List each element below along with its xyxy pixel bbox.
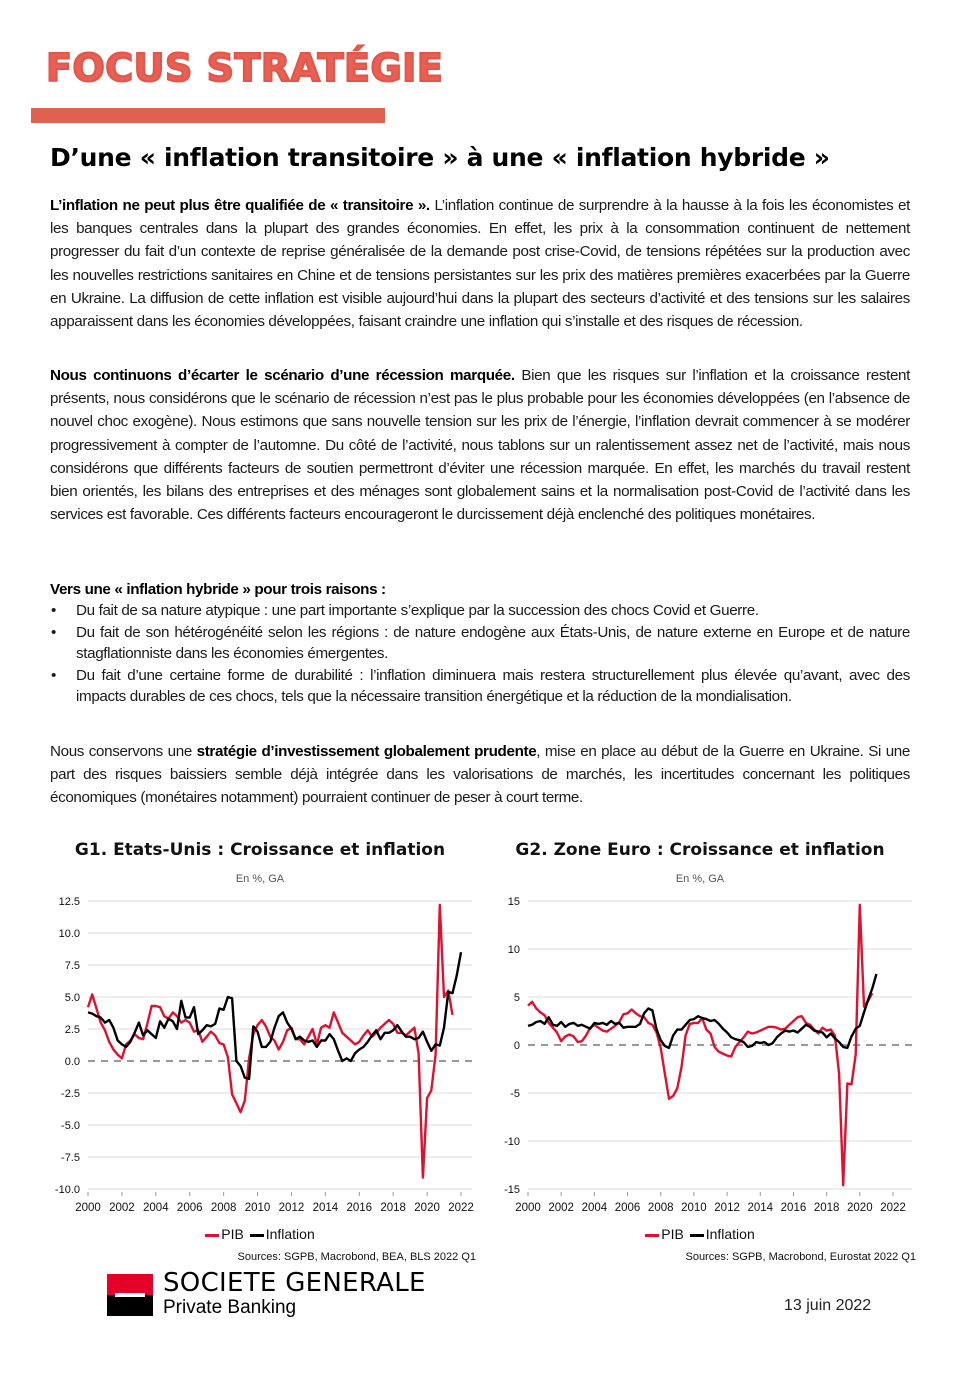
- y-tick-label: -10: [504, 1136, 520, 1148]
- y-tick-label: -5: [510, 1088, 520, 1100]
- section-title: FOCUS STRATÉGIE: [46, 46, 444, 90]
- y-tick-label: 0.0: [64, 1056, 80, 1068]
- chart-subtitle: En %, GA: [675, 873, 725, 885]
- paragraph-strategy: [50, 740, 910, 810]
- paragraph-text: L’inflation continue de surprendre à la hausse à la fois les économistes et les banques centrales dans la plupart des grandes économies. En effet, les prix à la consommation continuent de nettement progresser du fait d’un contexte de reprise généralisée de la demande post crise-Covid, de tensions répétées sur la production avec les nouvelles restrictions sanitaires en Chine et de tensions persistantes sur les prix des matières premières exacerbées par la Guerre en Ukraine. La diffusion de cette inflation est visible aujourd’hui dans la plupart des secteurs d’activité et des tensions sur les salaires apparaissent dans les économies développées, faisant craindre une inflation qui s’installe et des risques de récession.: [50, 197, 910, 331]
- y-tick-label: -15: [504, 1184, 520, 1196]
- x-tick-label: 2008: [210, 1202, 237, 1214]
- logo-red-square: [107, 1274, 153, 1295]
- x-tick-label: 2012: [278, 1202, 305, 1214]
- y-tick-label: 12.5: [58, 896, 80, 908]
- x-tick-label: 2004: [143, 1202, 169, 1214]
- x-tick-label: 2020: [414, 1202, 440, 1214]
- y-tick-label: 0: [513, 1040, 520, 1052]
- x-tick-label: 2022: [880, 1202, 906, 1214]
- paragraph-emphasis: stratégie d’investissement globalement prudente: [196, 743, 537, 760]
- series-line-inflation: [88, 952, 461, 1079]
- chart-legend: [40, 1226, 480, 1242]
- legend-swatch-pib: [645, 1234, 659, 1237]
- x-tick-label: 2000: [75, 1202, 101, 1214]
- paragraph-lead: Nous continuons d’écarter le scénario d’une récession marquée.: [50, 367, 515, 384]
- legend-label-inflation: Inflation: [705, 1226, 755, 1242]
- x-tick-label: 2020: [847, 1202, 873, 1214]
- chart-source: Sources: SGPB, Macrobond, BEA, BLS 2022 Q1: [237, 1251, 476, 1263]
- x-tick-label: 2000: [515, 1202, 541, 1214]
- chart-subtitle: En %, GA: [235, 873, 285, 885]
- chart-source: Sources: SGPB, Macrobond, Eurostat 2022 Q1: [685, 1251, 916, 1263]
- x-tick-label: 2018: [813, 1202, 840, 1214]
- y-tick-label: 10.0: [58, 928, 80, 940]
- x-tick-label: 2004: [581, 1202, 608, 1214]
- y-tick-label: -2.5: [61, 1088, 80, 1100]
- legend-label-inflation: Inflation: [265, 1226, 315, 1242]
- legend-swatch-pib: [205, 1234, 219, 1237]
- brand-name: SOCIETE GENERALE: [163, 1268, 426, 1298]
- x-tick-label: 2002: [548, 1202, 574, 1214]
- x-tick-label: 2002: [109, 1202, 135, 1214]
- x-tick-label: 2006: [614, 1202, 641, 1214]
- reasons-heading: Vers une « inflation hybride » pour trois raisons :: [50, 581, 386, 598]
- x-tick-label: 2006: [176, 1202, 203, 1214]
- y-tick-label: -7.5: [61, 1152, 80, 1164]
- x-tick-label: 2014: [312, 1202, 339, 1214]
- chart-title: G2. Zone Euro : Croissance et inflation: [515, 840, 885, 860]
- x-tick-label: 2018: [380, 1202, 406, 1214]
- y-tick-label: 10: [507, 944, 520, 956]
- paragraph-inflation: [50, 194, 910, 333]
- chart-us-growth-inflation: [40, 836, 480, 1266]
- paragraph-recession: [50, 364, 910, 526]
- paragraph-text: Bien que les risques sur l’inflation et la croissance restent présents, nous considérons que le scénario de récession n’est pas le plus probable pour les économies développées (en l’absence de nouvel choc exogène). Nous estimons que sans nouvelle tension sur les prix de l’énergie, l’inflation devrait commencer à se modérer progressivement à compter de l’automne. Du côté de l’activité, nous tablons sur un ralentissement assez net de l’activité, mais nous considérons que différents facteurs de soutien permettront d’éviter une récession marquée. En effet, les marchés du travail restent bien orientés, les bilans des entreprises et des ménages sont globalement sains et la normalisation post-Covid de l’activité dans les services est favorable. Ces différents facteurs encourageront le durcissement déjà enclenché des politiques monétaires.: [50, 367, 911, 524]
- accent-bar: [31, 108, 385, 123]
- y-tick-label: 5: [513, 992, 520, 1004]
- legend-swatch-inflation: [690, 1234, 704, 1237]
- reasons-section: [50, 580, 910, 708]
- legend-label-pib: PIB: [661, 1226, 684, 1242]
- list-item: • Du fait de son hétérogénéité selon les régions : de nature endogène aux États-Unis, de nature externe en Europe et de nature stagflationniste dans les économies émergentes.: [50, 622, 910, 665]
- x-tick-label: 2014: [747, 1202, 774, 1214]
- chart-euro-growth-inflation: [480, 836, 920, 1266]
- paragraph-text: , mise en place au début de la Guerre en Ukraine. Si une part des risques baissiers semble déjà intégrée dans les valorisations de marchés, les incertitudes concernant les politiques économiques (monétaires notamment) pourraient continuer de peser à court terme.: [50, 743, 910, 807]
- chart-plot: [40, 836, 480, 1221]
- x-tick-label: 2010: [681, 1202, 707, 1214]
- x-tick-label: 2010: [244, 1202, 271, 1214]
- societe-generale-logo: [107, 1274, 153, 1316]
- chart-plot: [480, 836, 920, 1221]
- y-tick-label: -5.0: [61, 1120, 80, 1132]
- brand-subtitle: Private Banking: [163, 1297, 297, 1318]
- legend-label-pib: PIB: [221, 1226, 244, 1242]
- reasons-list: [50, 600, 910, 708]
- page-headline: D’une « inflation transitoire » à une « inflation hybride »: [50, 143, 830, 172]
- y-tick-label: 15: [507, 896, 520, 908]
- logo-white-bar: [115, 1293, 145, 1297]
- list-item: • Du fait de sa nature atypique : une part importante s’explique par la succession des chocs Covid et Guerre.: [50, 600, 910, 622]
- series-line-inflation: [528, 974, 876, 1048]
- paragraph-text: Nous conservons une: [50, 743, 197, 760]
- y-tick-label: 7.5: [64, 960, 80, 972]
- publication-date: 13 juin 2022: [784, 1297, 872, 1314]
- x-tick-label: 2008: [647, 1202, 674, 1214]
- x-tick-label: 2022: [448, 1202, 474, 1214]
- chart-title: G1. Etats-Unis : Croissance et inflation: [74, 840, 446, 860]
- list-item: • Du fait d’une certaine forme de durabilité : l’inflation diminuera mais restera structurellement plus élevée qu’avant, avec des impacts durables de ces chocs, tels que la nécessaire transition énergétique et la réduction de la mondialisation.: [50, 665, 910, 708]
- y-tick-label: -10.0: [54, 1184, 80, 1196]
- logo-black-square: [107, 1295, 153, 1316]
- x-tick-label: 2016: [346, 1202, 373, 1214]
- x-tick-label: 2012: [714, 1202, 740, 1214]
- legend-swatch-inflation: [250, 1234, 264, 1237]
- chart-legend: [480, 1226, 920, 1242]
- paragraph-lead: L’inflation ne peut plus être qualifiée de « transitoire ».: [50, 197, 430, 214]
- y-tick-label: 5.0: [64, 992, 80, 1004]
- y-tick-label: 2.5: [64, 1024, 80, 1036]
- x-tick-label: 2016: [780, 1202, 807, 1214]
